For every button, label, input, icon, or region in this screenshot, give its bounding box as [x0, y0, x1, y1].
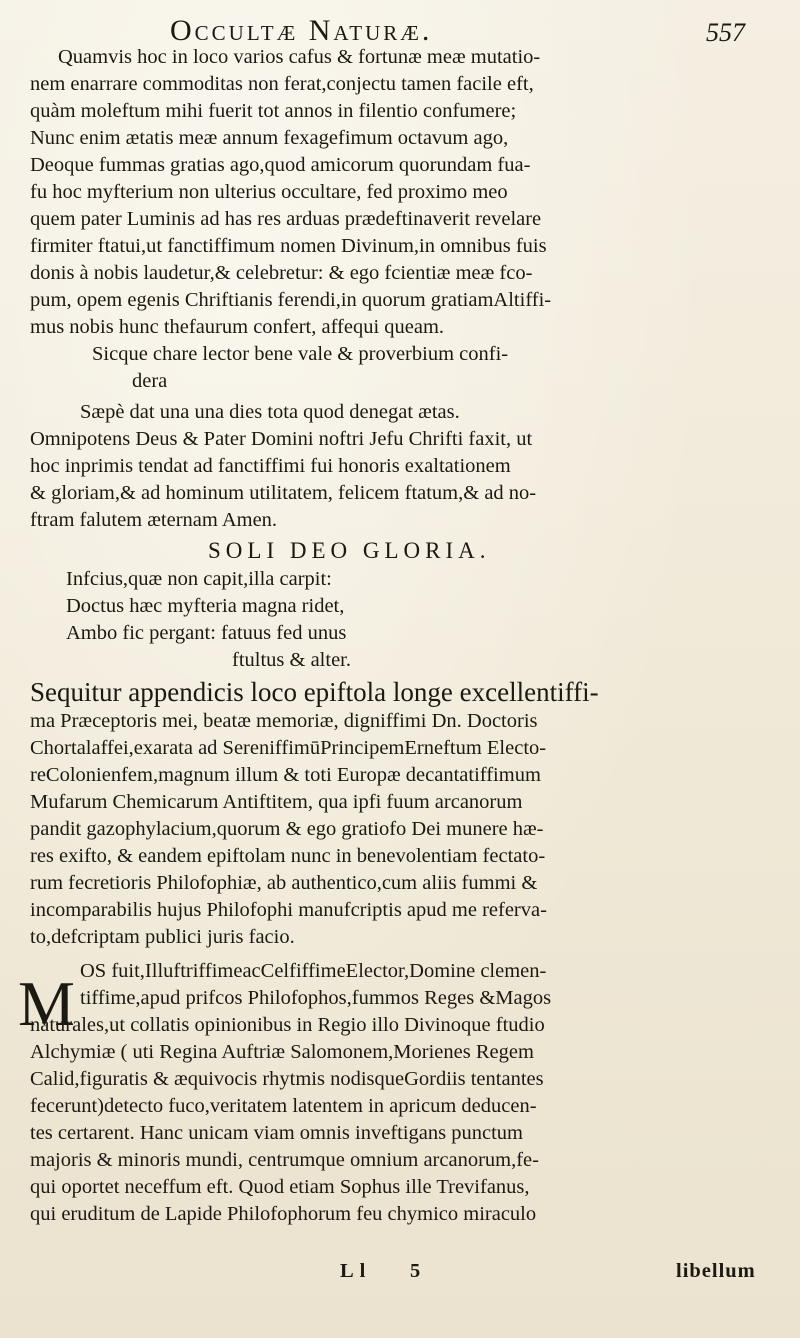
text-line: reColonienfem,magnum illum & toti Europæ decantatiffimum	[30, 764, 541, 786]
text-line: Sequitur appendicis loco epiftola longe excellentiffi-	[30, 677, 599, 707]
page-number: 557	[706, 18, 745, 47]
text-line: res exifto, & eandem epiftolam nunc in benevolentiam fectato-	[30, 845, 546, 867]
text-line: Calid,figuratis & æquivocis rhytmis nodisqueGordiis tentantes	[30, 1068, 544, 1090]
text-line: SOLI DEO GLORIA.	[208, 538, 491, 563]
text-line: pandit gazophylacium,quorum & ego gratiofo Dei munere hæ-	[30, 818, 544, 840]
text-line: ftultus & alter.	[232, 649, 351, 671]
text-line: ma Præceptoris mei, beatæ memoriæ, digniffimi Dn. Doctoris	[30, 710, 538, 732]
text-line: nem enarrare commoditas non ferat,conjectu tamen facile eft,	[30, 73, 534, 95]
text-line: Doctus hæc myfteria magna ridet,	[66, 595, 345, 617]
running-title: Occultæ Naturæ.	[170, 14, 433, 47]
drop-cap: M	[18, 968, 75, 1039]
text-line: Nunc enim ætatis meæ annum fexagefimum octavum ago,	[30, 127, 509, 149]
text-line: rum fecretioris Philofophiæ, ab authentico,cum aliis fummi &	[30, 872, 538, 894]
text-line: hoc inprimis tendat ad fanctiffimi fui honoris exaltationem	[30, 455, 511, 477]
text-line: incomparabilis hujus Philofophi manufcriptis apud me referva-	[30, 899, 547, 921]
text-line: dera	[132, 370, 168, 392]
text-line: to,defcriptam publici juris facio.	[30, 926, 295, 948]
text-line: qui oportet neceffum eft. Quod etiam Sophus ille Trevifanus,	[30, 1176, 530, 1198]
text-line: naturales,ut collatis opinionibus in Regio illo Divinoque ftudio	[30, 1014, 545, 1036]
text-line: Sæpè dat una una dies tota quod denegat ætas.	[80, 401, 460, 423]
catchword: libellum	[676, 1260, 756, 1282]
signature-mark: L l	[340, 1260, 367, 1282]
text-line: Alchymiæ ( uti Regina Auftriæ Salomonem,Morienes Regem	[30, 1041, 534, 1063]
text-line: tes certarent. Hanc unicam viam omnis inveftigans punctum	[30, 1122, 523, 1144]
text-line: fu hoc myfterium non ulterius occultare, fed proximo meo	[30, 181, 508, 203]
text-line: qui eruditum de Lapide Philofophorum feu chymico miraculo	[30, 1203, 537, 1225]
signature-number: 5	[410, 1260, 422, 1282]
text-line: majoris & minoris mundi, centrumque omnium arcanorum,fe-	[30, 1149, 539, 1171]
text-line: pum, opem egenis Chriftianis ferendi,in quorum gratiamAltiffi-	[30, 289, 552, 311]
text-line: mus nobis hunc thefaurum confert, affequi queam.	[30, 316, 445, 338]
text-line: ftram falutem æternam Amen.	[30, 509, 278, 531]
text-line: Chortalaffei,exarata ad SereniffimūPrincipemErneftum Electo-	[30, 737, 547, 759]
text-line: tiffime,apud prifcos Philofophos,fummos Reges &Magos	[80, 987, 552, 1009]
text-line: Ambo fic pergant: fatuus fed unus	[66, 622, 347, 644]
text-line: & gloriam,& ad hominum utilitatem, felicem ftatum,& ad no-	[30, 482, 537, 504]
text-line: Sicque chare lector bene vale & proverbium confi-	[92, 343, 509, 365]
text-line: quem pater Luminis ad has res arduas prædeftinaverit revelare	[30, 208, 542, 230]
text-line: firmiter ftatui,ut fanctiffimum nomen Divinum,in omnibus fuis	[30, 235, 547, 257]
text-line: Deoque fummas gratias ago,quod amicorum quorundam fua-	[30, 154, 531, 176]
text-line: Mufarum Chemicarum Antiftitem, qua ipfi fuum arcanorum	[30, 791, 523, 813]
text-line: Quamvis hoc in loco varios cafus & fortunæ meæ mutatio-	[58, 46, 541, 68]
text-line: Infcius,quæ non capit,illa carpit:	[66, 568, 332, 590]
text-line: fecerunt)detecto fuco,veritatem latentem in apricum deducen-	[30, 1095, 537, 1117]
text-line: Omnipotens Deus & Pater Domini noftri Jefu Chrifti faxit, ut	[30, 428, 533, 450]
text-line: quàm moleftum mihi fuerit tot annos in filentio confumere;	[30, 100, 517, 122]
text-line: donis à nobis laudetur,& celebretur: & ego fcientiæ meæ fco-	[30, 262, 533, 284]
text-line: OS fuit,IlluftriffimeacCelfiffimeElector,Domine clemen-	[80, 960, 547, 982]
